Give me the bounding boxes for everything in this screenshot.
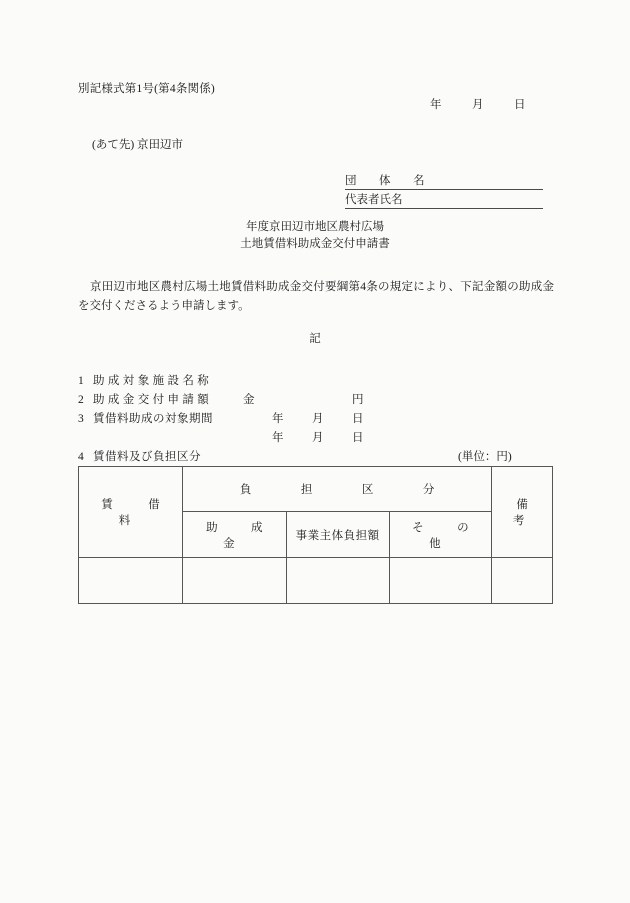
header-cell-remarks	[492, 467, 553, 558]
list-item-2	[78, 391, 212, 407]
representative-name-field	[345, 191, 543, 209]
header-label-other: そ の 他	[412, 521, 503, 550]
organization-name-field	[345, 172, 543, 190]
period-end-date	[272, 429, 364, 445]
header-label-burden-group: 負 担 区 分	[239, 484, 454, 496]
document-title-line-2: 土地賃借料助成金交付申請書	[240, 238, 390, 250]
header-cell-subsidy	[182, 512, 297, 558]
data-cell-rent[interactable]	[79, 558, 183, 604]
period-start-day: 日	[352, 413, 364, 425]
header-label-remarks: 備 考	[512, 499, 554, 527]
table-header-row-1	[79, 467, 553, 512]
period-start-year: 年	[272, 413, 284, 425]
data-cell-other[interactable]	[389, 558, 492, 604]
item-4-number: 4	[78, 451, 84, 463]
header-label-operator-burden: 事業主体負担額	[295, 529, 380, 542]
item-4-label: 賃借料及び負担区分	[93, 451, 201, 463]
period-end-day: 日	[352, 432, 364, 444]
data-cell-subsidy[interactable]	[182, 558, 286, 604]
addressee: (あて先) 京田辺市	[92, 139, 184, 151]
data-cell-operator-burden[interactable]	[286, 558, 389, 604]
header-cell-burden-group	[182, 467, 491, 512]
form-number: 別記様式第1号(第4条関係)	[78, 83, 215, 95]
organization-name-label: 団 体 名	[345, 175, 430, 187]
period-end-year: 年	[272, 432, 284, 444]
header-label-rent: 賃 借 料	[101, 499, 196, 527]
body-paragraph	[78, 278, 554, 316]
header-cell-other	[389, 512, 503, 558]
item-2-label: 助成金交付申請額	[93, 394, 213, 406]
document-title-line-1: 年度京田辺市地区農村広場	[246, 221, 384, 233]
period-end-month: 月	[312, 432, 324, 444]
date-day-label: 日	[514, 99, 526, 111]
period-start-month: 月	[312, 413, 324, 425]
body-paragraph-text: 京田辺市地区農村広場土地賃借料助成金交付要綱第4条の規定により、下記金額の助成金を交付くださるよう申請します。	[78, 281, 554, 312]
ki-heading: 記	[309, 333, 321, 345]
period-start-date	[272, 410, 364, 426]
amount-suffix: 円	[352, 394, 364, 406]
item-3-label: 賃借料助成の対象期間	[93, 413, 213, 425]
representative-name-label: 代表者氏名	[345, 194, 403, 206]
item-3-number: 3	[78, 413, 84, 425]
data-cell-remarks[interactable]	[492, 558, 553, 604]
date-month-label: 月	[472, 99, 484, 111]
unit-note: (単位：円)	[458, 451, 512, 463]
burden-breakdown-table	[78, 466, 553, 604]
header-cell-rent	[79, 467, 196, 558]
list-item-1	[78, 372, 212, 388]
submission-date-line	[430, 96, 526, 112]
list-item-4	[78, 448, 201, 464]
list-item-3	[78, 410, 213, 426]
amount-prefix: 金	[243, 394, 255, 406]
item-1-label: 助成対象施設名称	[93, 375, 213, 387]
header-cell-operator-burden	[286, 512, 389, 558]
date-year-label: 年	[430, 99, 442, 111]
header-label-subsidy: 助 成 金	[206, 521, 297, 550]
item-2-number: 2	[78, 394, 84, 406]
table-row	[79, 558, 553, 604]
item-1-number: 1	[78, 375, 84, 387]
